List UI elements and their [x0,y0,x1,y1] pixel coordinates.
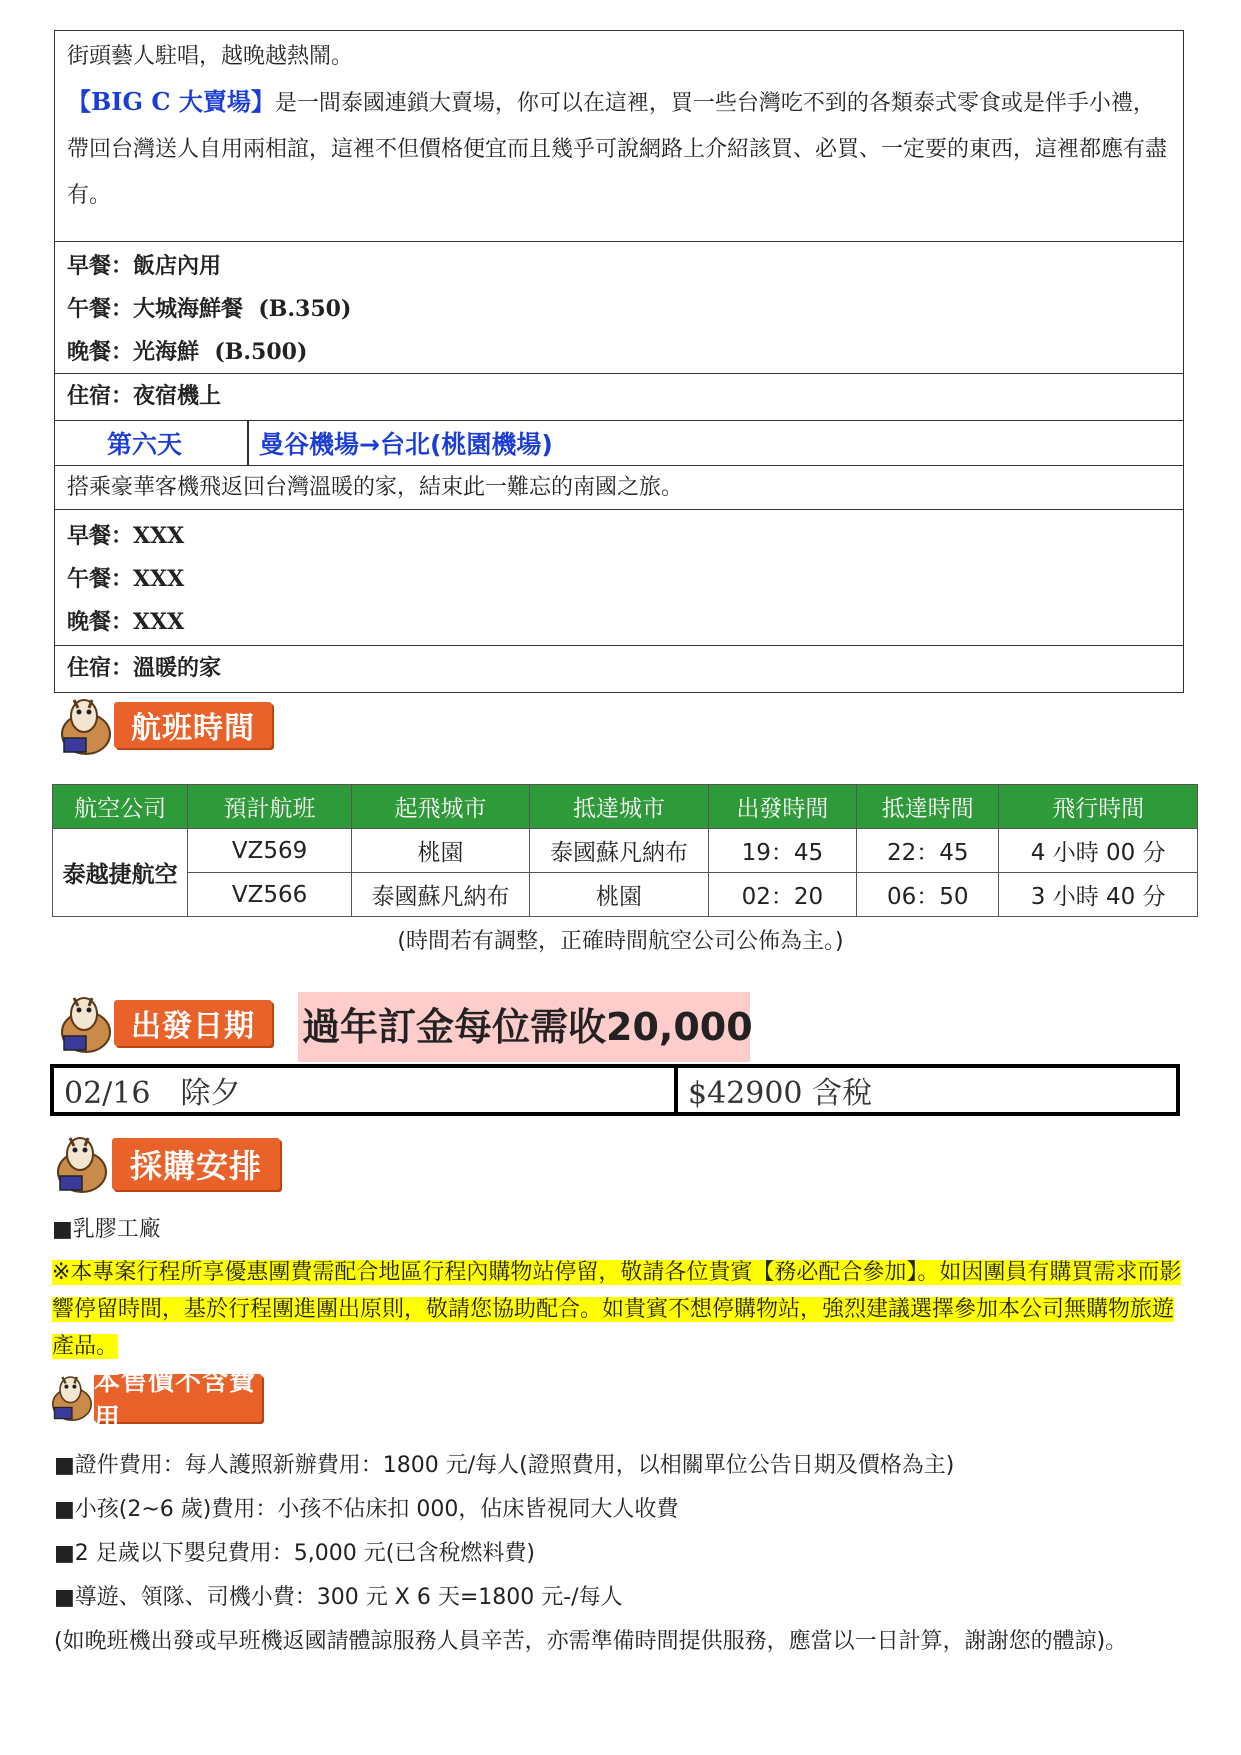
arrival-time: 22：45 [857,829,999,873]
departure-date-title: 出發日期 [114,1000,272,1046]
divider [247,421,249,465]
meal-label: 午餐： [67,567,134,592]
horse-mascot-icon [48,1366,96,1428]
stay-value: 夜宿機上 [133,384,222,409]
fees-list [54,1444,1204,1664]
day6-route: 曼谷機場→台北(桃園機場) [259,430,553,459]
fee-child: ■小孩(2~6 歲)費用：小孩不佔床扣 000，佔床皆視同大人收費 [54,1497,679,1522]
flight-note: (時間若有調整，正確時間航空公司公佈為主。) [397,929,844,954]
from-city: 桃園 [351,829,529,873]
shopping-notice-text: ※本專案行程所享優惠團費需配合地區行程內購物站停留，敬請各位貴賓【務必配合參加】。如因團員有購買需求而影響停留時間，基於行程團進團出原則，敬請您協助配合。如貴賓不想停購物站，強烈建議選擇參加本公司無購物旅遊產品。 [52,1260,1182,1359]
day6-lunch [67,558,1171,601]
day6-dinner [67,601,1171,644]
header-from: 起飛城市 [351,785,529,829]
flight-time-title: 航班時間 [114,702,272,748]
meal-price: (B.500) [214,339,308,365]
day6-breakfast [67,515,1171,558]
header-airline: 航空公司 [53,785,188,829]
day6-description-cell [54,465,1184,510]
flight-time-banner [56,694,276,756]
bigc-description: 是一間泰國連鎖大賣場，你可以在這裡，買一些台灣吃不到的各類泰式零食或是伴手小禮，帶回台灣送人自用兩相誼，這裡不但價格便宜而且幾乎可說網路上介紹該買、必買、一定要的東西，這裡都應有盡有。 [67,91,1168,208]
bigc-name: 【BIG C 大賣場】 [67,87,275,116]
horse-mascot-icon [56,694,116,756]
deposit-notice: 過年訂金每位需收20,000 [298,992,750,1062]
flight-duration: 4 小時 00 分 [999,829,1198,873]
meal-value: 大城海鮮餐 [133,297,244,322]
flight-table [52,784,1198,917]
horse-mascot-icon [52,1130,112,1196]
header-duration: 飛行時間 [999,785,1198,829]
airline-cell: 泰越捷航空 [53,829,188,917]
day6-meals-cell [54,509,1184,646]
meal-label: 早餐： [67,524,134,549]
fee-infant: ■2 足歲以下嬰兒費用：5,000 元(已含稅燃料費) [54,1541,535,1566]
stay-label: 住宿： [67,656,134,681]
to-city: 桃園 [530,873,708,917]
flight-duration: 3 小時 40 分 [999,873,1198,917]
day6-stay-cell [54,645,1184,693]
departure-time: 02：20 [708,873,856,917]
horse-mascot-icon [56,992,116,1054]
flight-number: VZ566 [188,873,351,917]
meal-value: XXX [133,609,185,635]
day5-breakfast [67,245,1171,288]
day6-label: 第六天 [107,430,183,459]
meal-value: 飯店內用 [133,254,222,279]
fee-tips: ■導遊、領隊、司機小費：300 元 X 6 天=1800 元-/每人 [54,1585,623,1610]
table-row [53,873,1198,917]
stay-label: 住宿： [67,384,134,409]
header-flight: 預計航班 [188,785,351,829]
shopping-notice [52,1254,1192,1365]
shopping-item: ■乳膠工廠 [52,1217,161,1242]
day5-stay-cell [54,373,1184,421]
meal-label: 晚餐： [67,610,134,635]
flight-table-header [53,785,1198,829]
day6-description: 搭乘豪華客機飛返回台灣溫暖的家，結束此一難忘的南國之旅。 [67,475,684,500]
day5-intro-line: 街頭藝人駐唱，越晚越熱鬧。 [67,44,354,69]
flight-number: VZ569 [188,829,351,873]
to-city: 泰國蘇凡納布 [530,829,708,873]
day5-description-cell [54,30,1184,242]
from-city: 泰國蘇凡納布 [351,873,529,917]
header-departure: 出發時間 [708,785,856,829]
fee-passport: ■證件費用：每人護照新辦費用：1800 元/每人(證照費用，以相關單位公告日期及價格為主) [54,1453,955,1478]
excluded-fees-title: 本售價不含費用 [94,1374,262,1422]
shopping-banner [52,1130,284,1196]
departure-price: $42900 含稅 [688,1076,873,1111]
day5-meals-cell [54,241,1184,374]
bigc-paragraph [67,79,1171,219]
day5-dinner [67,331,1171,374]
excluded-fees-banner [48,1366,266,1434]
meal-label: 晚餐： [67,340,134,365]
meal-value: XXX [133,523,185,549]
meal-price: (B.350) [258,296,352,322]
day6-header-row [54,420,1184,466]
day5-lunch [67,288,1171,331]
header-arrival: 抵達時間 [857,785,999,829]
departure-time: 19：45 [708,829,856,873]
departure-date-banner [56,992,276,1054]
header-to: 抵達城市 [530,785,708,829]
arrival-time: 06：50 [857,873,999,917]
meal-value: 光海鮮 [133,340,200,365]
meal-label: 午餐： [67,297,134,322]
departure-date-table [50,1064,1180,1116]
shopping-title: 採購安排 [112,1138,280,1190]
meal-label: 早餐： [67,254,134,279]
meal-value: XXX [133,566,185,592]
stay-value: 溫暖的家 [133,656,222,681]
departure-date: 02/16 除夕 [54,1068,678,1112]
fee-tips-note: (如晚班機出發或早班機返國請體諒服務人員辛苦，亦需準備時間提供服務，應當以一日計算，謝謝您的體諒)。 [54,1629,1128,1654]
table-row [53,829,1198,873]
